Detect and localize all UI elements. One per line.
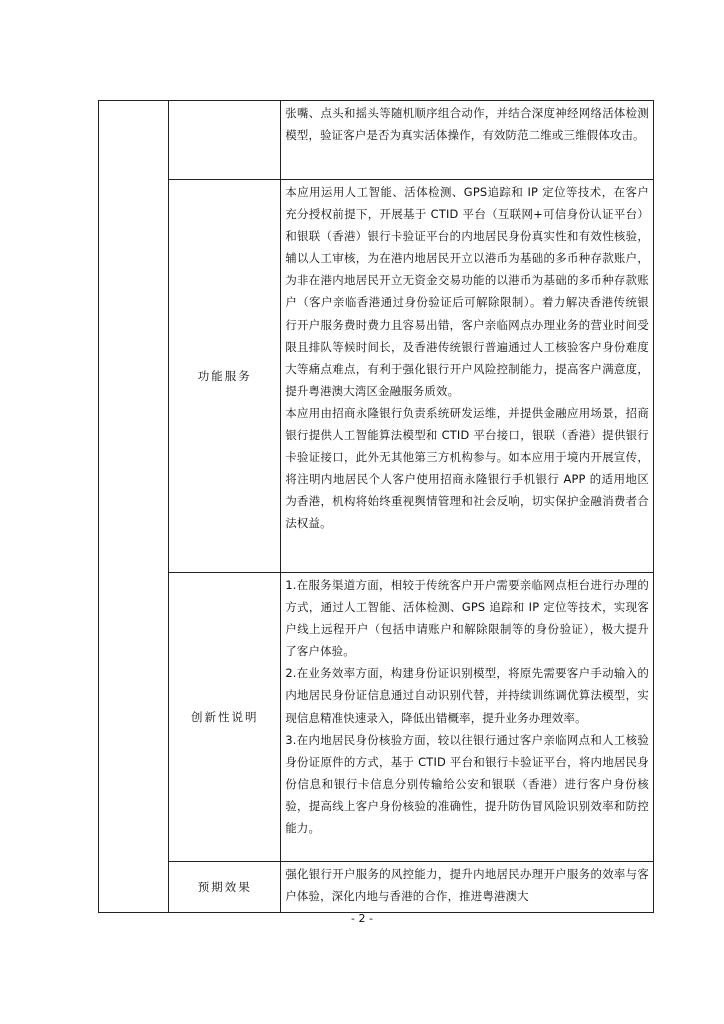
expected-effect-content <box>281 862 654 913</box>
function-service-label: 功能服务 <box>169 180 281 573</box>
function-service-content <box>281 180 654 573</box>
expected-effect-label: 预期效果 <box>169 862 281 913</box>
innovation-paragraph-1: 1.在服务渠道方面，相较于传统客户开户需要亲临网点柜台进行办理的方式，通过人工智能、活体检测、GPS 追踪和 IP 定位等技术，实现客户线上远程开户（包括申请账户和解除限制等的身份验证），极大提升了客户体验。 <box>285 578 649 659</box>
function-service-paragraph-1: 本应用运用人工智能、活体检测、GPS追踪和 IP 定位等技术，在客户充分授权前提下，开展基于 CTID 平台（互联网+可信身份认证平台）和银联（香港）银行卡验证平台的内地居民身份真实性和有效性核验，辅以人工审核，为在港内地居民开立以港币为基础的多币种存款账户，为非在港内地居民开立无资金交易功能的以港币为基础的多币种存款账户（客户亲临香港通过身份验证后可解除限制）。着力解决香港传统银行开户服务费时费力且容易出错，客户亲临网点办理业务的营业时间受限且排队等候时间长，及香港传统银行普遍通过人工核验客户身份难度大等痛点难点，有利于强化银行开户风险控制能力，提高客户满意度，提升粤港澳大湾区金融服务质效。 <box>285 185 649 398</box>
label-cell-empty <box>169 101 281 180</box>
top-content-text: 张嘴、点头和摇头等随机顺序组合动作，并结合深度神经网络活体检测模型，验证客户是否为真实活体操作，有效防范二维或三维假体攻击。 <box>285 106 649 143</box>
innovation-paragraph-3: 3.在内地居民身份核验方面，较以往银行通过客户亲临网点和人工核验身份证原件的方式，基于 CTID 平台和银行卡验证平台，将内地居民身份信息和银行卡信息分别传输给公安和银联（香港）进行客户身份核验，提高线上客户身份核验的准确性，提升防伪冒风险识别效率和防控能力。 <box>285 732 649 836</box>
application-table <box>98 100 654 913</box>
table-row-innovation <box>99 573 654 862</box>
outer-label-cell <box>99 101 169 913</box>
expected-effect-text: 强化银行开户服务的风控能力，提升内地居民办理开户服务的效率与客户体验，深化内地与香港的合作，推进粤港澳大 <box>285 867 649 904</box>
innovation-content <box>281 573 654 862</box>
table-row-expected-effect <box>99 862 654 913</box>
table-row-function-service <box>99 180 654 573</box>
page-number: - 2 - <box>351 912 373 925</box>
content-cell-top <box>281 101 654 180</box>
table-row-top <box>99 101 654 180</box>
function-service-paragraph-2: 本应用由招商永隆银行负责系统研发运维，并提供金融应用场景，招商银行提供人工智能算法模型和 CTID 平台接口，银联（香港）提供银行卡验证接口，此外无其他第三方机构参与。如本应用于境内开展宣传，将注明内地居民个人客户使用招商永隆银行手机银行 APP 的适用地区为香港，机构将始终重视舆情管理和社会反响，切实保护金融消费者合法权益。 <box>285 405 649 531</box>
innovation-label: 创新性说明 <box>169 573 281 862</box>
innovation-paragraph-2: 2.在业务效率方面，构建身份证识别模型，将原先需要客户手动输入的内地居民身份证信息通过自动识别代替，并持续训练调优算法模型，实现信息精准快速录入，降低出错概率，提升业务办理效率。 <box>285 666 649 725</box>
